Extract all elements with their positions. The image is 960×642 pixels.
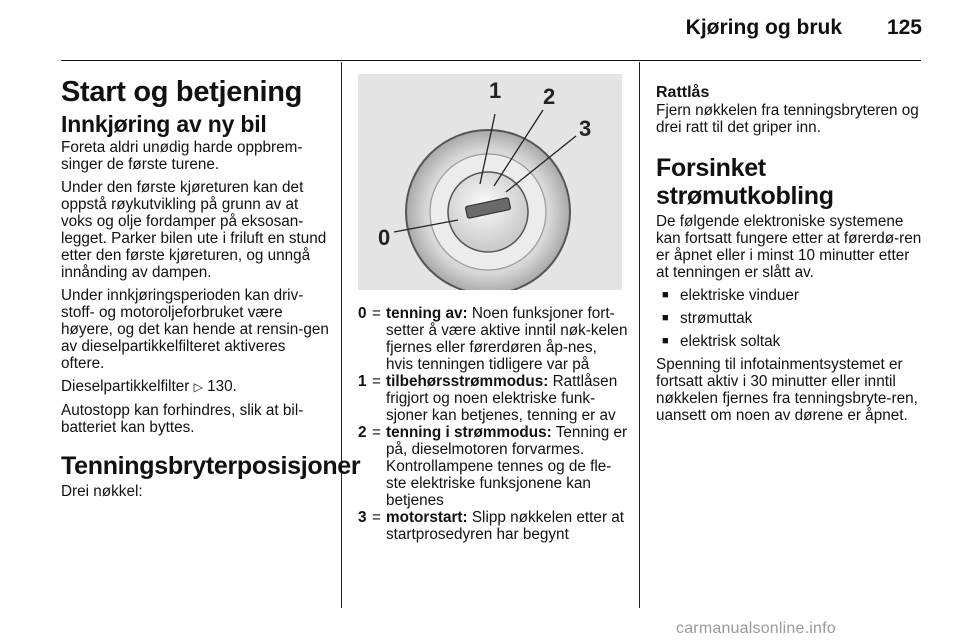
- legend-term: tenning av:: [386, 305, 468, 322]
- list-item-text: elektrisk soltak: [680, 333, 781, 350]
- position-label-2: 2: [543, 84, 556, 109]
- subsection-title-ignition-positions: Tenningsbryterposisjoner: [61, 452, 361, 480]
- left-column: [61, 76, 361, 506]
- paragraph: De følgende elektroniske systemene kan fortsatt fungere etter at førerdø-ren er åpnet eller i minst 10 minutter etter at tenningen er slått av.: [656, 213, 922, 281]
- legend-equals: =: [372, 373, 381, 390]
- legend-term: tilbehørsstrømmodus:: [386, 373, 549, 390]
- legend-term: tenning i strømmodus:: [386, 424, 552, 441]
- legend-key: 3: [358, 509, 367, 526]
- ignition-switch-illustration: [358, 74, 622, 290]
- page-number: 125: [886, 16, 922, 39]
- list-item: [656, 333, 924, 350]
- legend-item-3: [358, 509, 628, 543]
- legend-item-0: [358, 305, 628, 373]
- position-label-0: 0: [378, 225, 391, 250]
- column-divider-left: [341, 62, 342, 608]
- legend-key: 0: [358, 305, 367, 322]
- legend-key: 1: [358, 373, 367, 390]
- list-item-text: strømuttak: [680, 310, 753, 327]
- legend-description: Rattlåsen frigjort og noen elektriske funk-sjoner kan betjenes, tenning er av: [386, 373, 618, 424]
- paragraph: Foreta aldri unødig harde oppbrem-singer de første turene.: [61, 139, 303, 173]
- bullet-icon: ■: [662, 289, 669, 301]
- paragraph: Autostopp kan forhindres, slik at bil-batteriet kan byttes.: [61, 402, 304, 436]
- column-divider-right: [639, 62, 640, 608]
- legend-item-1: [358, 373, 628, 424]
- list-item-text: elektriske vinduer: [680, 287, 800, 304]
- paragraph: Under den første kjøreturen kan det oppstå røykutvikling på grunn av at voks og olje fordamper på eksosan-legget. Parker bilen ute i friluft en stund etter den første kjøreturen, og unngå innånding av dampen.: [61, 179, 327, 281]
- legend-description: Tenning er på, dieselmotoren forvarmes. Kontrollampene tennes og de fle-ste elektriske funksjonene kan betjenes: [386, 424, 628, 509]
- position-label-3: 3: [579, 116, 592, 141]
- section-title: Start og betjening: [61, 76, 303, 108]
- bullet-icon: ■: [662, 335, 669, 347]
- subsection-title-delayed-power-off: Forsinket strømutkobling: [656, 154, 834, 210]
- paragraph: Drei nøkkel:: [61, 483, 143, 500]
- right-column: [656, 84, 924, 430]
- legend-term: motorstart:: [386, 509, 468, 526]
- dpf-text: Dieselpartikkelfilter: [61, 378, 190, 395]
- list-item: [656, 287, 924, 304]
- bullet-icon: ■: [662, 312, 669, 324]
- legend-key: 2: [358, 424, 367, 441]
- legend-equals: =: [372, 305, 381, 322]
- watermark: carmanualsonline.info: [676, 620, 836, 637]
- page-reference-icon: ▷: [193, 380, 203, 394]
- ignition-positions-legend: [358, 305, 628, 543]
- paragraph: Under innkjøringsperioden kan driv-stoff- og motoroljeforbruket være høyere, og det kan hende at rensin-gen av dieselpartikkelfilteret aktiveres oftere.: [61, 287, 329, 372]
- legend-description: Slipp nøkkelen etter at startprosedyren har begynt: [386, 509, 625, 543]
- paragraph: Spenning til infotainmentsystemet er fortsatt aktiv i 30 minutter eller inntil nøkkelen fjernes fra tenningsbryte-ren, uansett om noen av dørene er åpnet.: [656, 356, 918, 424]
- paragraph-dpf-reference: [61, 378, 333, 396]
- page-reference-link[interactable]: 130.: [207, 378, 237, 395]
- legend-item-2: [358, 424, 628, 509]
- legend-description: Noen funksjoner fort-setter å være aktive inntil nøk-kelen fjernes eller førerdøren åp-nes, hvis tenningen tidligere var på: [386, 305, 628, 373]
- legend-equals: =: [372, 509, 381, 526]
- header-divider: [61, 60, 921, 61]
- legend-equals: =: [372, 424, 381, 441]
- position-label-1: 1: [489, 78, 502, 103]
- running-header-title: Kjøring og bruk: [685, 16, 842, 39]
- list-item: [656, 310, 924, 327]
- ignition-switch-drawing: [358, 74, 622, 290]
- subsection-title-break-in: Innkjøring av ny bil: [61, 111, 267, 137]
- paragraph: Fjern nøkkelen fra tenningsbryteren og drei ratt til det griper inn.: [656, 102, 919, 136]
- subsection-title-steering-lock: Rattlås: [656, 84, 710, 101]
